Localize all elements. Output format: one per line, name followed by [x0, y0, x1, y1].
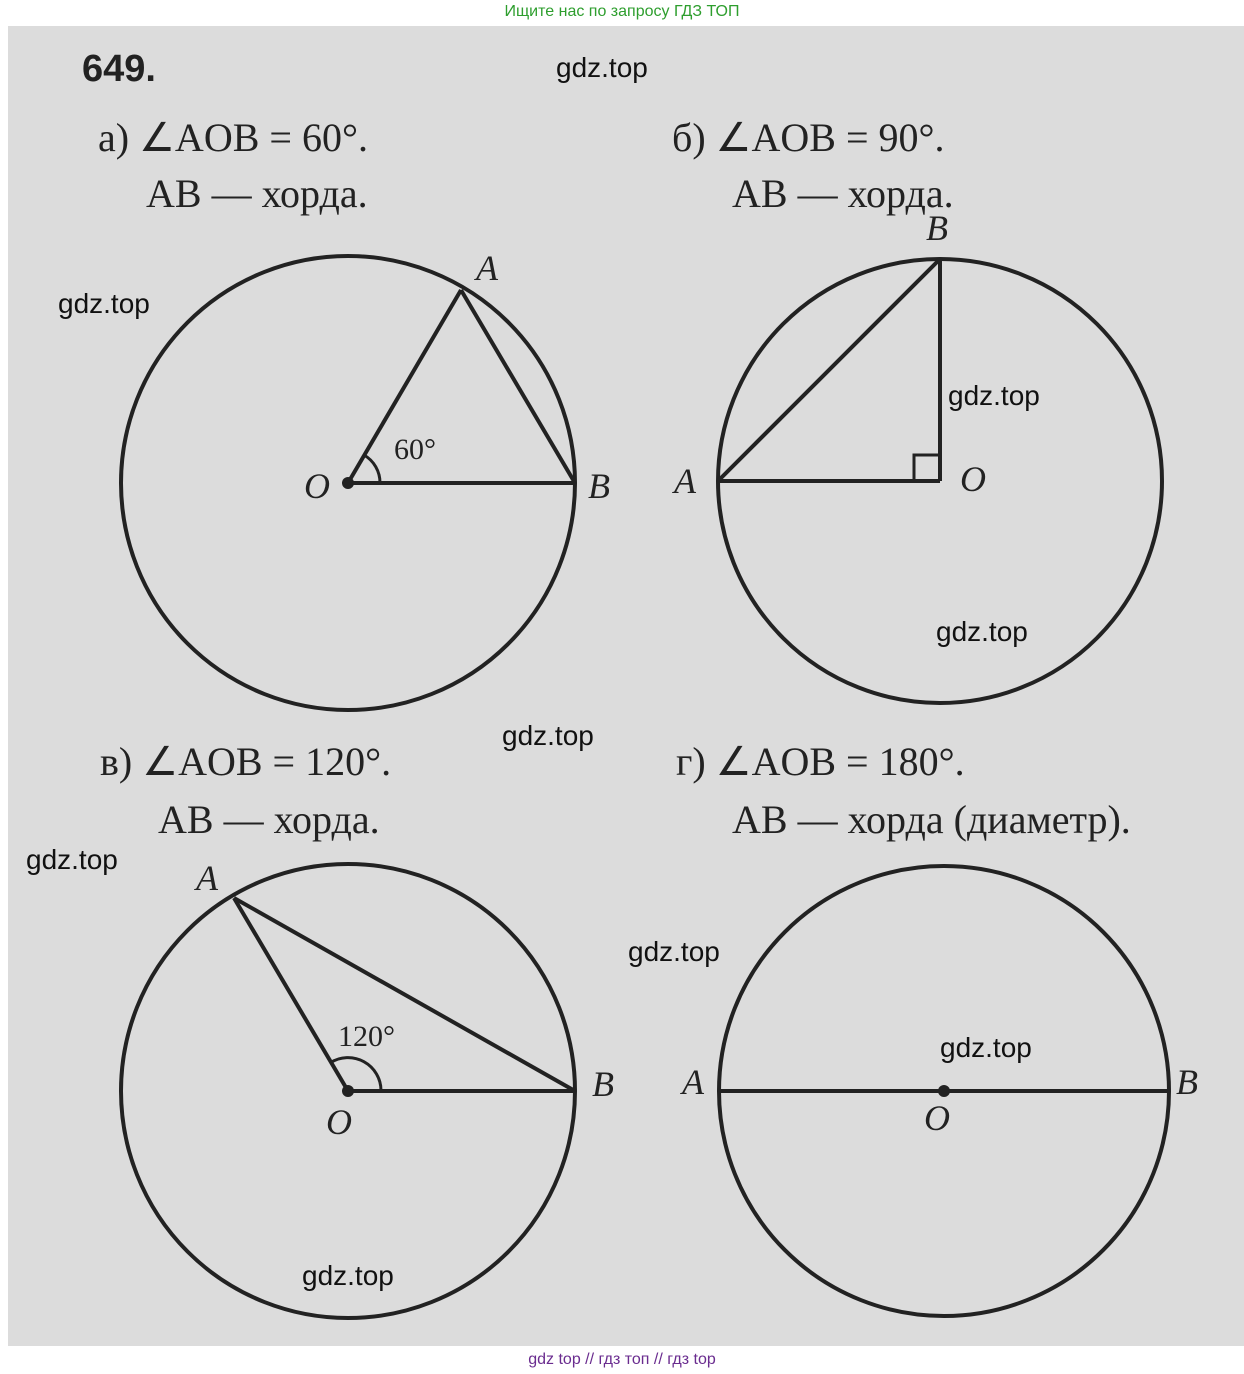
part-d-chord-note: AB — хорда (диаметр). — [732, 797, 1131, 842]
problem-number: 649. — [82, 48, 156, 90]
bottom-links — [0, 1346, 1244, 1374]
watermark: gdz.top — [628, 936, 720, 967]
figure-d-label-a: A — [682, 1062, 704, 1102]
top-banner[interactable]: Ищите нас по запросу ГДЗ ТОП — [504, 3, 740, 20]
part-b-condition: б) ∠AOB = 90°. — [672, 115, 945, 160]
part-c-condition: в) ∠AOB = 120°. — [100, 739, 392, 784]
watermark: gdz.top — [302, 1260, 394, 1291]
figure-b-label-o: O — [960, 459, 986, 499]
figure-d-center-dot — [938, 1085, 950, 1097]
figure-b-label-b: B — [926, 208, 948, 248]
figure-d-label-b: B — [1176, 1062, 1198, 1102]
link-separator: // — [653, 1351, 663, 1368]
part-a-chord-note: AB — хорда. — [146, 171, 368, 216]
figure-a-angle-label: 60° — [394, 433, 436, 466]
watermark: gdz.top — [948, 380, 1040, 411]
watermark: gdz.top — [940, 1032, 1032, 1063]
watermark: gdz.top — [556, 52, 648, 83]
figure-a-angle-arc — [364, 455, 380, 483]
figure-d-label-o: O — [924, 1098, 950, 1138]
figure-b-label-a: A — [674, 461, 696, 501]
figure-c-label-b: B — [592, 1064, 614, 1104]
figure-a-label-b: B — [588, 466, 610, 506]
figure-a-label-o: O — [304, 466, 330, 506]
link-gdz-top-mixed[interactable]: гдз top — [667, 1351, 716, 1368]
watermark: gdz.top — [58, 288, 150, 319]
watermark: gdz.top — [502, 720, 594, 751]
part-c-chord-note: AB — хорда. — [158, 797, 380, 842]
part-a-condition: а) ∠AOB = 60°. — [98, 115, 368, 160]
figure-a-chord-ab — [461, 290, 575, 483]
figure-b-chord-ab — [718, 259, 940, 481]
figure-b-right-angle-mark — [914, 455, 940, 481]
watermark: gdz.top — [26, 844, 118, 875]
link-gdz-top[interactable]: gdz top — [528, 1351, 581, 1368]
figure-c-label-a: A — [196, 858, 218, 898]
link-separator: // — [585, 1351, 595, 1368]
watermark: gdz.top — [936, 616, 1028, 647]
part-b-chord-note: AB — хорда. — [732, 171, 954, 216]
figure-a-label-a: A — [476, 248, 498, 288]
geometry-figures — [8, 26, 1244, 1346]
part-d-condition: г) ∠AOB = 180°. — [676, 739, 965, 784]
figure-c-angle-label: 120° — [338, 1020, 395, 1053]
figure-a-center-dot — [342, 477, 354, 489]
textbook-page — [8, 26, 1244, 1346]
figure-c-center-dot — [342, 1085, 354, 1097]
link-gdz-top-ru[interactable]: гдз топ — [598, 1351, 650, 1368]
figure-c-label-o: O — [326, 1102, 352, 1142]
figure-c-chord-ab — [234, 898, 575, 1091]
